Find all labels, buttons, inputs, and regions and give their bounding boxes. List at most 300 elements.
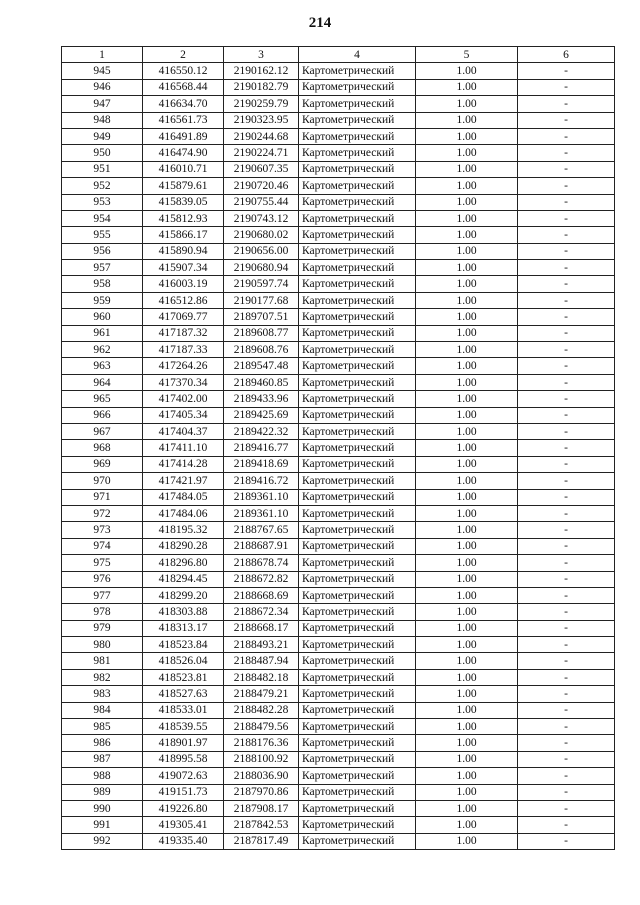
note-cell: - bbox=[518, 128, 615, 144]
point-number-cell: 989 bbox=[62, 784, 143, 800]
x-coordinate-cell: 417370.34 bbox=[143, 374, 224, 390]
y-coordinate-cell: 2188678.74 bbox=[224, 555, 299, 571]
point-number-cell: 983 bbox=[62, 686, 143, 702]
y-coordinate-cell: 2188493.21 bbox=[224, 637, 299, 653]
note-cell: - bbox=[518, 555, 615, 571]
y-coordinate-cell: 2189547.48 bbox=[224, 358, 299, 374]
method-cell: Картометрический bbox=[299, 63, 416, 79]
note-cell: - bbox=[518, 669, 615, 685]
table-row bbox=[62, 128, 615, 144]
point-number-cell: 987 bbox=[62, 751, 143, 767]
note-cell: - bbox=[518, 473, 615, 489]
point-number-cell: 978 bbox=[62, 604, 143, 620]
point-number-cell: 965 bbox=[62, 391, 143, 407]
note-cell: - bbox=[518, 440, 615, 456]
accuracy-cell: 1.00 bbox=[416, 620, 518, 636]
note-cell: - bbox=[518, 489, 615, 505]
x-coordinate-cell: 415812.93 bbox=[143, 210, 224, 226]
y-coordinate-cell: 2187908.17 bbox=[224, 800, 299, 816]
method-cell: Картометрический bbox=[299, 489, 416, 505]
method-cell: Картометрический bbox=[299, 735, 416, 751]
method-cell: Картометрический bbox=[299, 669, 416, 685]
x-coordinate-cell: 417187.32 bbox=[143, 325, 224, 341]
method-cell: Картометрический bbox=[299, 800, 416, 816]
table-row bbox=[62, 194, 615, 210]
method-cell: Картометрический bbox=[299, 112, 416, 128]
method-cell: Картометрический bbox=[299, 128, 416, 144]
note-cell: - bbox=[518, 194, 615, 210]
y-coordinate-cell: 2190607.35 bbox=[224, 161, 299, 177]
y-coordinate-cell: 2189608.77 bbox=[224, 325, 299, 341]
point-number-cell: 980 bbox=[62, 637, 143, 653]
accuracy-cell: 1.00 bbox=[416, 112, 518, 128]
point-number-cell: 970 bbox=[62, 473, 143, 489]
y-coordinate-cell: 2188482.28 bbox=[224, 702, 299, 718]
point-number-cell: 950 bbox=[62, 145, 143, 161]
x-coordinate-cell: 418294.45 bbox=[143, 571, 224, 587]
accuracy-cell: 1.00 bbox=[416, 243, 518, 259]
point-number-cell: 975 bbox=[62, 555, 143, 571]
note-cell: - bbox=[518, 620, 615, 636]
table-row bbox=[62, 833, 615, 849]
point-number-cell: 990 bbox=[62, 800, 143, 816]
x-coordinate-cell: 418296.80 bbox=[143, 555, 224, 571]
point-number-cell: 957 bbox=[62, 260, 143, 276]
x-coordinate-cell: 418290.28 bbox=[143, 538, 224, 554]
method-cell: Картометрический bbox=[299, 309, 416, 325]
table-header bbox=[62, 47, 615, 63]
x-coordinate-cell: 415907.34 bbox=[143, 260, 224, 276]
y-coordinate-cell: 2189361.10 bbox=[224, 489, 299, 505]
point-number-cell: 966 bbox=[62, 407, 143, 423]
point-number-cell: 945 bbox=[62, 63, 143, 79]
note-cell: - bbox=[518, 456, 615, 472]
y-coordinate-cell: 2190755.44 bbox=[224, 194, 299, 210]
note-cell: - bbox=[518, 784, 615, 800]
note-cell: - bbox=[518, 604, 615, 620]
x-coordinate-cell: 418901.97 bbox=[143, 735, 224, 751]
accuracy-cell: 1.00 bbox=[416, 358, 518, 374]
x-coordinate-cell: 415890.94 bbox=[143, 243, 224, 259]
note-cell: - bbox=[518, 538, 615, 554]
y-coordinate-cell: 2188100.92 bbox=[224, 751, 299, 767]
method-cell: Картометрический bbox=[299, 456, 416, 472]
point-number-cell: 986 bbox=[62, 735, 143, 751]
x-coordinate-cell: 419305.41 bbox=[143, 817, 224, 833]
column-header-4: 4 bbox=[299, 47, 416, 63]
method-cell: Картометрический bbox=[299, 440, 416, 456]
table-row bbox=[62, 669, 615, 685]
point-number-cell: 981 bbox=[62, 653, 143, 669]
table-row bbox=[62, 686, 615, 702]
x-coordinate-cell: 418195.32 bbox=[143, 522, 224, 538]
accuracy-cell: 1.00 bbox=[416, 669, 518, 685]
accuracy-cell: 1.00 bbox=[416, 587, 518, 603]
method-cell: Картометрический bbox=[299, 325, 416, 341]
accuracy-cell: 1.00 bbox=[416, 653, 518, 669]
accuracy-cell: 1.00 bbox=[416, 784, 518, 800]
y-coordinate-cell: 2190323.95 bbox=[224, 112, 299, 128]
table-body bbox=[62, 63, 615, 850]
accuracy-cell: 1.00 bbox=[416, 325, 518, 341]
point-number-cell: 947 bbox=[62, 96, 143, 112]
method-cell: Картометрический bbox=[299, 620, 416, 636]
table-row bbox=[62, 342, 615, 358]
x-coordinate-cell: 418995.58 bbox=[143, 751, 224, 767]
point-number-cell: 951 bbox=[62, 161, 143, 177]
point-number-cell: 992 bbox=[62, 833, 143, 849]
table-row bbox=[62, 309, 615, 325]
y-coordinate-cell: 2188668.69 bbox=[224, 587, 299, 603]
y-coordinate-cell: 2188672.34 bbox=[224, 604, 299, 620]
accuracy-cell: 1.00 bbox=[416, 128, 518, 144]
point-number-cell: 979 bbox=[62, 620, 143, 636]
y-coordinate-cell: 2189418.69 bbox=[224, 456, 299, 472]
x-coordinate-cell: 419335.40 bbox=[143, 833, 224, 849]
table-row bbox=[62, 817, 615, 833]
point-number-cell: 954 bbox=[62, 210, 143, 226]
table-row bbox=[62, 112, 615, 128]
x-coordinate-cell: 418539.55 bbox=[143, 719, 224, 735]
accuracy-cell: 1.00 bbox=[416, 702, 518, 718]
accuracy-cell: 1.00 bbox=[416, 817, 518, 833]
accuracy-cell: 1.00 bbox=[416, 407, 518, 423]
column-header-5: 5 bbox=[416, 47, 518, 63]
point-number-cell: 956 bbox=[62, 243, 143, 259]
y-coordinate-cell: 2188668.17 bbox=[224, 620, 299, 636]
note-cell: - bbox=[518, 751, 615, 767]
point-number-cell: 969 bbox=[62, 456, 143, 472]
x-coordinate-cell: 417402.00 bbox=[143, 391, 224, 407]
method-cell: Картометрический bbox=[299, 784, 416, 800]
note-cell: - bbox=[518, 292, 615, 308]
x-coordinate-cell: 417411.10 bbox=[143, 440, 224, 456]
y-coordinate-cell: 2189361.10 bbox=[224, 505, 299, 521]
method-cell: Картометрический bbox=[299, 637, 416, 653]
y-coordinate-cell: 2190162.12 bbox=[224, 63, 299, 79]
table-row bbox=[62, 63, 615, 79]
method-cell: Картометрический bbox=[299, 538, 416, 554]
y-coordinate-cell: 2189707.51 bbox=[224, 309, 299, 325]
note-cell: - bbox=[518, 227, 615, 243]
x-coordinate-cell: 418303.88 bbox=[143, 604, 224, 620]
y-coordinate-cell: 2188036.90 bbox=[224, 768, 299, 784]
x-coordinate-cell: 416550.12 bbox=[143, 63, 224, 79]
y-coordinate-cell: 2190177.68 bbox=[224, 292, 299, 308]
accuracy-cell: 1.00 bbox=[416, 391, 518, 407]
method-cell: Картометрический bbox=[299, 145, 416, 161]
x-coordinate-cell: 417404.37 bbox=[143, 423, 224, 439]
method-cell: Картометрический bbox=[299, 555, 416, 571]
accuracy-cell: 1.00 bbox=[416, 292, 518, 308]
y-coordinate-cell: 2189425.69 bbox=[224, 407, 299, 423]
method-cell: Картометрический bbox=[299, 522, 416, 538]
method-cell: Картометрический bbox=[299, 768, 416, 784]
note-cell: - bbox=[518, 342, 615, 358]
accuracy-cell: 1.00 bbox=[416, 227, 518, 243]
table-row bbox=[62, 292, 615, 308]
note-cell: - bbox=[518, 309, 615, 325]
accuracy-cell: 1.00 bbox=[416, 522, 518, 538]
point-number-cell: 959 bbox=[62, 292, 143, 308]
note-cell: - bbox=[518, 260, 615, 276]
method-cell: Картометрический bbox=[299, 243, 416, 259]
point-number-cell: 977 bbox=[62, 587, 143, 603]
table-row bbox=[62, 571, 615, 587]
y-coordinate-cell: 2190597.74 bbox=[224, 276, 299, 292]
point-number-cell: 974 bbox=[62, 538, 143, 554]
header-row bbox=[62, 47, 615, 63]
y-coordinate-cell: 2188687.91 bbox=[224, 538, 299, 554]
method-cell: Картометрический bbox=[299, 423, 416, 439]
method-cell: Картометрический bbox=[299, 407, 416, 423]
x-coordinate-cell: 417069.77 bbox=[143, 309, 224, 325]
point-number-cell: 962 bbox=[62, 342, 143, 358]
method-cell: Картометрический bbox=[299, 702, 416, 718]
table-row bbox=[62, 489, 615, 505]
y-coordinate-cell: 2188767.65 bbox=[224, 522, 299, 538]
accuracy-cell: 1.00 bbox=[416, 637, 518, 653]
x-coordinate-cell: 416561.73 bbox=[143, 112, 224, 128]
note-cell: - bbox=[518, 243, 615, 259]
x-coordinate-cell: 418526.04 bbox=[143, 653, 224, 669]
point-number-cell: 963 bbox=[62, 358, 143, 374]
accuracy-cell: 1.00 bbox=[416, 768, 518, 784]
x-coordinate-cell: 417414.28 bbox=[143, 456, 224, 472]
table-row bbox=[62, 325, 615, 341]
table-row bbox=[62, 161, 615, 177]
method-cell: Картометрический bbox=[299, 653, 416, 669]
accuracy-cell: 1.00 bbox=[416, 489, 518, 505]
table-row bbox=[62, 423, 615, 439]
method-cell: Картометрический bbox=[299, 505, 416, 521]
point-number-cell: 953 bbox=[62, 194, 143, 210]
accuracy-cell: 1.00 bbox=[416, 686, 518, 702]
note-cell: - bbox=[518, 423, 615, 439]
x-coordinate-cell: 418523.84 bbox=[143, 637, 224, 653]
table-row bbox=[62, 391, 615, 407]
table-row bbox=[62, 505, 615, 521]
method-cell: Картометрический bbox=[299, 751, 416, 767]
table-row bbox=[62, 407, 615, 423]
note-cell: - bbox=[518, 817, 615, 833]
table-row bbox=[62, 96, 615, 112]
x-coordinate-cell: 417405.34 bbox=[143, 407, 224, 423]
point-number-cell: 960 bbox=[62, 309, 143, 325]
table-row bbox=[62, 735, 615, 751]
method-cell: Картометрический bbox=[299, 817, 416, 833]
y-coordinate-cell: 2189608.76 bbox=[224, 342, 299, 358]
note-cell: - bbox=[518, 391, 615, 407]
y-coordinate-cell: 2190259.79 bbox=[224, 96, 299, 112]
accuracy-cell: 1.00 bbox=[416, 374, 518, 390]
y-coordinate-cell: 2187970.86 bbox=[224, 784, 299, 800]
accuracy-cell: 1.00 bbox=[416, 309, 518, 325]
x-coordinate-cell: 417484.05 bbox=[143, 489, 224, 505]
method-cell: Картометрический bbox=[299, 833, 416, 849]
point-number-cell: 982 bbox=[62, 669, 143, 685]
table-row bbox=[62, 178, 615, 194]
method-cell: Картометрический bbox=[299, 210, 416, 226]
x-coordinate-cell: 416568.44 bbox=[143, 79, 224, 95]
method-cell: Картометрический bbox=[299, 604, 416, 620]
point-number-cell: 949 bbox=[62, 128, 143, 144]
table-row bbox=[62, 243, 615, 259]
note-cell: - bbox=[518, 161, 615, 177]
accuracy-cell: 1.00 bbox=[416, 260, 518, 276]
accuracy-cell: 1.00 bbox=[416, 555, 518, 571]
x-coordinate-cell: 416491.89 bbox=[143, 128, 224, 144]
x-coordinate-cell: 418313.17 bbox=[143, 620, 224, 636]
table-row bbox=[62, 784, 615, 800]
accuracy-cell: 1.00 bbox=[416, 800, 518, 816]
method-cell: Картометрический bbox=[299, 719, 416, 735]
y-coordinate-cell: 2188672.82 bbox=[224, 571, 299, 587]
y-coordinate-cell: 2188176.36 bbox=[224, 735, 299, 751]
note-cell: - bbox=[518, 210, 615, 226]
column-header-6: 6 bbox=[518, 47, 615, 63]
table-row bbox=[62, 751, 615, 767]
x-coordinate-cell: 416634.70 bbox=[143, 96, 224, 112]
accuracy-cell: 1.00 bbox=[416, 79, 518, 95]
table-row bbox=[62, 79, 615, 95]
table-row bbox=[62, 358, 615, 374]
note-cell: - bbox=[518, 325, 615, 341]
table-row bbox=[62, 276, 615, 292]
x-coordinate-cell: 418533.01 bbox=[143, 702, 224, 718]
accuracy-cell: 1.00 bbox=[416, 342, 518, 358]
method-cell: Картометрический bbox=[299, 96, 416, 112]
point-number-cell: 984 bbox=[62, 702, 143, 718]
x-coordinate-cell: 418299.20 bbox=[143, 587, 224, 603]
x-coordinate-cell: 416003.19 bbox=[143, 276, 224, 292]
note-cell: - bbox=[518, 145, 615, 161]
accuracy-cell: 1.00 bbox=[416, 440, 518, 456]
x-coordinate-cell: 417187.33 bbox=[143, 342, 224, 358]
table-row bbox=[62, 702, 615, 718]
table-row bbox=[62, 768, 615, 784]
accuracy-cell: 1.00 bbox=[416, 538, 518, 554]
y-coordinate-cell: 2190720.46 bbox=[224, 178, 299, 194]
note-cell: - bbox=[518, 112, 615, 128]
y-coordinate-cell: 2187842.53 bbox=[224, 817, 299, 833]
x-coordinate-cell: 416512.86 bbox=[143, 292, 224, 308]
y-coordinate-cell: 2189460.85 bbox=[224, 374, 299, 390]
y-coordinate-cell: 2188479.56 bbox=[224, 719, 299, 735]
accuracy-cell: 1.00 bbox=[416, 161, 518, 177]
x-coordinate-cell: 418527.63 bbox=[143, 686, 224, 702]
y-coordinate-cell: 2189422.32 bbox=[224, 423, 299, 439]
method-cell: Картометрический bbox=[299, 686, 416, 702]
point-number-cell: 973 bbox=[62, 522, 143, 538]
y-coordinate-cell: 2190244.68 bbox=[224, 128, 299, 144]
method-cell: Картометрический bbox=[299, 391, 416, 407]
note-cell: - bbox=[518, 587, 615, 603]
accuracy-cell: 1.00 bbox=[416, 423, 518, 439]
table-row bbox=[62, 522, 615, 538]
y-coordinate-cell: 2190224.71 bbox=[224, 145, 299, 161]
x-coordinate-cell: 416010.71 bbox=[143, 161, 224, 177]
note-cell: - bbox=[518, 686, 615, 702]
method-cell: Картометрический bbox=[299, 473, 416, 489]
point-number-cell: 968 bbox=[62, 440, 143, 456]
table-row bbox=[62, 653, 615, 669]
note-cell: - bbox=[518, 358, 615, 374]
method-cell: Картометрический bbox=[299, 587, 416, 603]
note-cell: - bbox=[518, 178, 615, 194]
accuracy-cell: 1.00 bbox=[416, 178, 518, 194]
x-coordinate-cell: 419072.63 bbox=[143, 768, 224, 784]
note-cell: - bbox=[518, 768, 615, 784]
note-cell: - bbox=[518, 505, 615, 521]
y-coordinate-cell: 2189416.72 bbox=[224, 473, 299, 489]
accuracy-cell: 1.00 bbox=[416, 63, 518, 79]
accuracy-cell: 1.00 bbox=[416, 833, 518, 849]
note-cell: - bbox=[518, 522, 615, 538]
method-cell: Картометрический bbox=[299, 276, 416, 292]
point-number-cell: 972 bbox=[62, 505, 143, 521]
point-number-cell: 948 bbox=[62, 112, 143, 128]
note-cell: - bbox=[518, 800, 615, 816]
y-coordinate-cell: 2190182.79 bbox=[224, 79, 299, 95]
accuracy-cell: 1.00 bbox=[416, 751, 518, 767]
note-cell: - bbox=[518, 407, 615, 423]
y-coordinate-cell: 2188482.18 bbox=[224, 669, 299, 685]
accuracy-cell: 1.00 bbox=[416, 571, 518, 587]
x-coordinate-cell: 416474.90 bbox=[143, 145, 224, 161]
note-cell: - bbox=[518, 735, 615, 751]
point-number-cell: 991 bbox=[62, 817, 143, 833]
x-coordinate-cell: 417421.97 bbox=[143, 473, 224, 489]
note-cell: - bbox=[518, 653, 615, 669]
x-coordinate-cell: 419226.80 bbox=[143, 800, 224, 816]
table-row bbox=[62, 456, 615, 472]
y-coordinate-cell: 2190656.00 bbox=[224, 243, 299, 259]
table-row bbox=[62, 473, 615, 489]
y-coordinate-cell: 2187817.49 bbox=[224, 833, 299, 849]
y-coordinate-cell: 2189416.77 bbox=[224, 440, 299, 456]
x-coordinate-cell: 418523.81 bbox=[143, 669, 224, 685]
note-cell: - bbox=[518, 833, 615, 849]
table-row bbox=[62, 719, 615, 735]
table-row bbox=[62, 210, 615, 226]
method-cell: Картометрический bbox=[299, 260, 416, 276]
table-row bbox=[62, 800, 615, 816]
accuracy-cell: 1.00 bbox=[416, 604, 518, 620]
table-row bbox=[62, 555, 615, 571]
method-cell: Картометрический bbox=[299, 161, 416, 177]
method-cell: Картометрический bbox=[299, 79, 416, 95]
table-row bbox=[62, 440, 615, 456]
accuracy-cell: 1.00 bbox=[416, 473, 518, 489]
point-number-cell: 946 bbox=[62, 79, 143, 95]
y-coordinate-cell: 2189433.96 bbox=[224, 391, 299, 407]
point-number-cell: 952 bbox=[62, 178, 143, 194]
note-cell: - bbox=[518, 63, 615, 79]
point-number-cell: 971 bbox=[62, 489, 143, 505]
table-row bbox=[62, 260, 615, 276]
y-coordinate-cell: 2188487.94 bbox=[224, 653, 299, 669]
coordinates-table bbox=[61, 46, 615, 850]
y-coordinate-cell: 2188479.21 bbox=[224, 686, 299, 702]
x-coordinate-cell: 417484.06 bbox=[143, 505, 224, 521]
accuracy-cell: 1.00 bbox=[416, 719, 518, 735]
column-header-2: 2 bbox=[143, 47, 224, 63]
accuracy-cell: 1.00 bbox=[416, 456, 518, 472]
table-row bbox=[62, 227, 615, 243]
accuracy-cell: 1.00 bbox=[416, 96, 518, 112]
method-cell: Картометрический bbox=[299, 194, 416, 210]
